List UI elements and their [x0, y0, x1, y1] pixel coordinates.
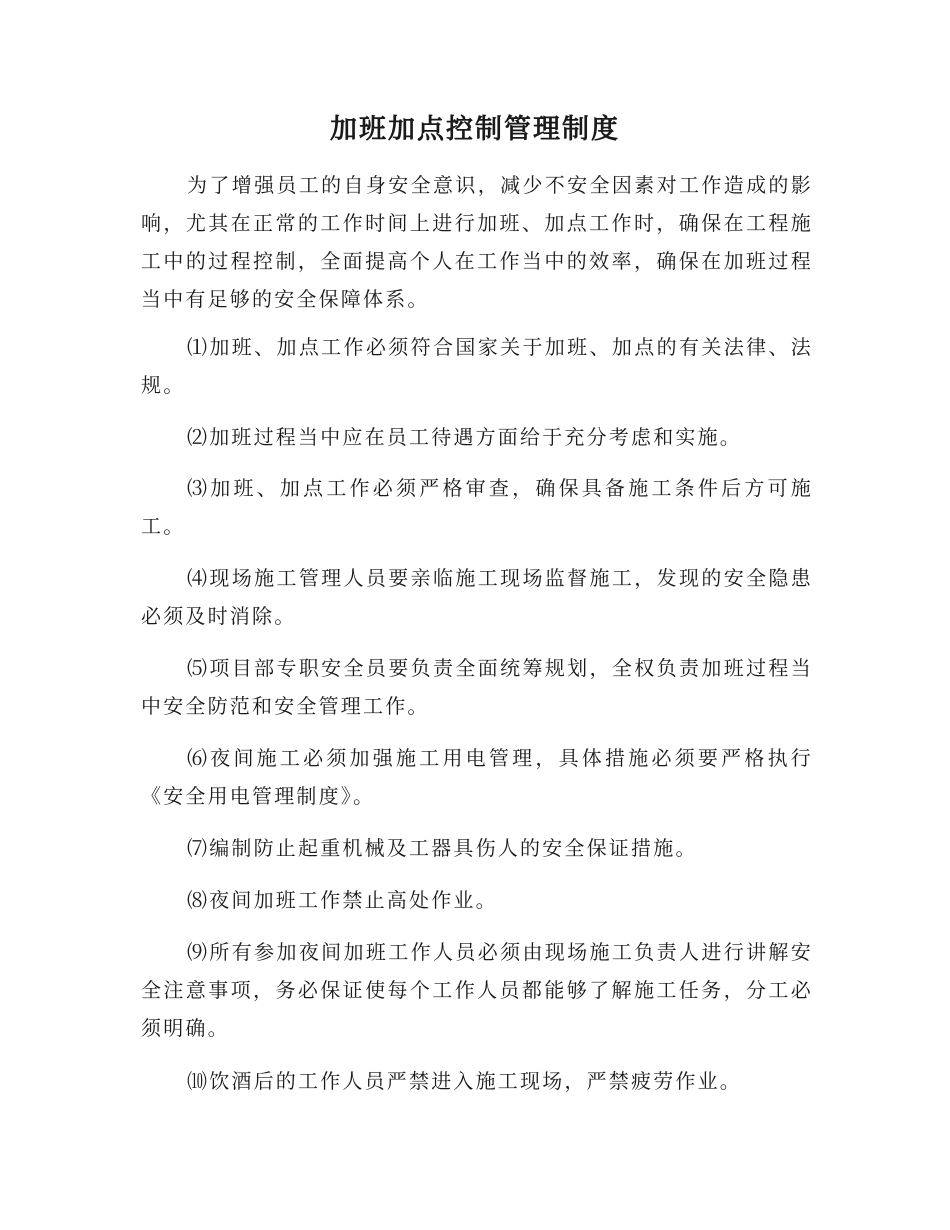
rule-item-5: ⑸项目部专职安全员要负责全面统筹规划，全权负责加班过程当中安全防范和安全管理工作。 — [141, 656, 813, 718]
rule-item-2: ⑵加班过程当中应在员工待遇方面给于充分考虑和实施。 — [187, 425, 742, 449]
rule-item-3: ⑶加班、加点工作必须严格审查，确保具备施工条件后方可施工。 — [141, 476, 813, 538]
rule-item-7: ⑺编制防止起重机械及工器具伤人的安全保证措施。 — [187, 836, 698, 860]
rule-item-4: ⑷现场施工管理人员要亲临施工现场监督施工，发现的安全隐患必须及时消除。 — [141, 566, 813, 628]
rule-item-10: ⑽饮酒后的工作人员严禁进入施工现场，严禁疲劳作业。 — [187, 1069, 742, 1093]
intro-paragraph: 为了增强员工的自身安全意识，减少不安全因素对工作造成的影响，尤其在正常的工作时间上进行加班、加点工作时，确保在工程施工中的过程控制，全面提高个人在工作当中的效率，确保在加班过程当中有足够的安全保障体系。 — [141, 173, 813, 311]
document-title: 加班加点控制管理制度 — [330, 114, 620, 145]
rule-item-1: ⑴加班、加点工作必须符合国家关于加班、加点的有关法律、法规。 — [141, 335, 813, 397]
rule-item-8: ⑻夜间加班工作禁止高处作业。 — [187, 888, 498, 912]
rule-item-6: ⑹夜间施工必须加强施工用电管理，具体措施必须要严格执行《安全用电管理制度》。 — [141, 746, 813, 808]
rule-item-9: ⑼所有参加夜间加班工作人员必须由现场施工负责人进行讲解安全注意事项，务必保证使每个工作人员都能够了解施工任务，分工必须明确。 — [141, 940, 813, 1040]
